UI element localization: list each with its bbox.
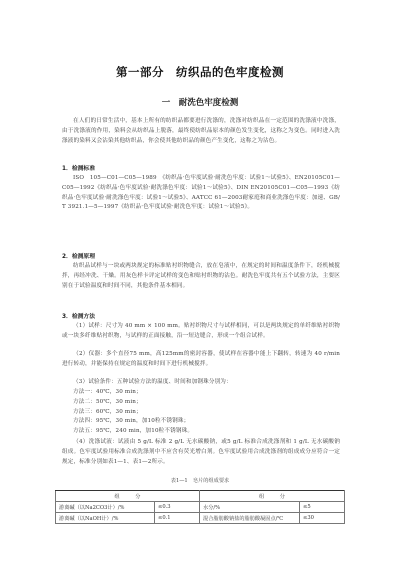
table-cell: 游离碱（以Na2CO3计）/% <box>56 502 155 513</box>
table-cell: 游离碱（以NaOH计）/% <box>56 513 155 524</box>
method-list <box>73 388 333 437</box>
table-caption: 表1—1 皂片的组成要求 <box>170 478 230 484</box>
method-specimen-text: （1）试样：尺寸为 40 mm × 100 mm。贴衬织物尺寸与试样相同，可以是两块规定的单纤维贴衬织物或一块多纤维贴衬织物，与试样的正面接触，沿一短边缝合，形成一个组合试样。 <box>62 323 340 339</box>
section-title: 一 耐洗色牢度检测 <box>161 98 239 108</box>
table-cell: ≤0.1 <box>155 513 200 524</box>
detergent-paragraph <box>62 438 340 467</box>
principle-heading: 2．检测原理 <box>62 254 96 260</box>
intro-paragraph <box>62 117 340 146</box>
method-heading: 3．检测方法 <box>62 314 96 320</box>
principle-paragraph <box>62 262 340 291</box>
soap-composition-table <box>55 490 345 524</box>
table-header-row <box>56 491 345 502</box>
table-row <box>56 502 345 513</box>
method-conditions-text: （3）试验条件：五种试验方法的温度、时间和加钢珠分别为： <box>73 379 232 385</box>
method-item: 方法三：60℃，30 min； <box>73 408 142 415</box>
method-item: 方法一：40℃，30 min； <box>73 389 142 395</box>
table-row <box>56 513 345 524</box>
table-cell: 水分/% <box>200 502 300 513</box>
standards-paragraph <box>62 174 340 213</box>
table-header-cell: 组 分 <box>200 491 345 502</box>
method-item: 方法四：95℃，30 min，加10粒不锈钢珠； <box>73 418 190 425</box>
method-apparatus-text: （2）仪器：多个直径75 mm，高125mm的密封容器，使试样在容器中能上下翻转，转速为 40 r/min 进行转动，并能保持在规定的温度和时间下进行机械搅拌。 <box>62 351 340 367</box>
table-cell: ≤5 <box>300 502 345 513</box>
method-apparatus-paragraph <box>62 350 340 370</box>
principle-text: 纺织品试样与一块或两块规定的标准贴衬织物缝合，放在皂液中，在规定的时间和温度条件下，经机械搅拌，再经冲洗、干燥。用灰色样卡评定试样的变色和贴衬织物的沾色。耐洗色牢度共有五个试验方法，主要区别在于试验温度和时间不同，其他条件基本相同。 <box>62 263 340 289</box>
method-item: 方法二：50℃，30 min； <box>73 398 142 405</box>
method-specimen-paragraph <box>62 322 340 342</box>
standards-text: ISO 105—C01—C05—1989 《纺织品·色牢度试验·耐洗色牢度：试验1～试验5》、EN20105C01—C05—1992《纺织品·色牢度试验·耐洗涤色牢度：试验1～试验5》、DIN EN20105C01—C05—1993《纺织品·色牢度试验·耐洗涤色牢度：试验1～试验5》、AATCC 61—2003耐家庭和商业洗涤色牢度：加速、GB/T 3921.1—5—1997《纺织品·色牢度试验·耐洗色牢度：试验1～试验5》。 <box>62 175 340 211</box>
intro-text: 在人们的日常生活中，基本上所有的纺织品都要进行洗涤的，洗涤对纺织品在一定范围的洗涤液中洗涤，由于洗涤液的作用，染料会从纺织品上脱落，最终使纺织品原本的颜色发生变化，这称之为变色。同时进入洗涤液的染料又会沾染其他纺织品，你会使其他纺织品的颜色产生变化，这称之为沾色。 <box>62 118 340 144</box>
detergent-text: （4）洗涤试液：试液由 5 g/L 标准 2 g/L 无水碳酸钠，或5 g/L 标准合成洗涤剂和 1 g/L 无水碳酸钠组成。色牢度试验用标准合成洗涤剂中不应含有荧光增白剂。色牢度试验用合成洗涤剂的组成成分应符合一定规定，标准分别如表1—1、表1—2所示。 <box>62 439 340 465</box>
standards-heading: 1．检测标准 <box>62 166 96 172</box>
table-cell: 混合脂肪酸钠盐的脂肪酸凝固点/℃ <box>200 513 300 524</box>
method-item: 方法五：95℃，240 min，加10粒不锈钢珠。 <box>73 428 194 435</box>
method-conditions-paragraph <box>62 378 340 388</box>
table-cell: ≤0.3 <box>155 502 200 513</box>
page-title: 第一部分 纺织品的色牢度检测 <box>116 65 284 79</box>
table-header-cell: 组 分 <box>56 491 200 502</box>
table-cell: ≤30 <box>300 513 345 524</box>
